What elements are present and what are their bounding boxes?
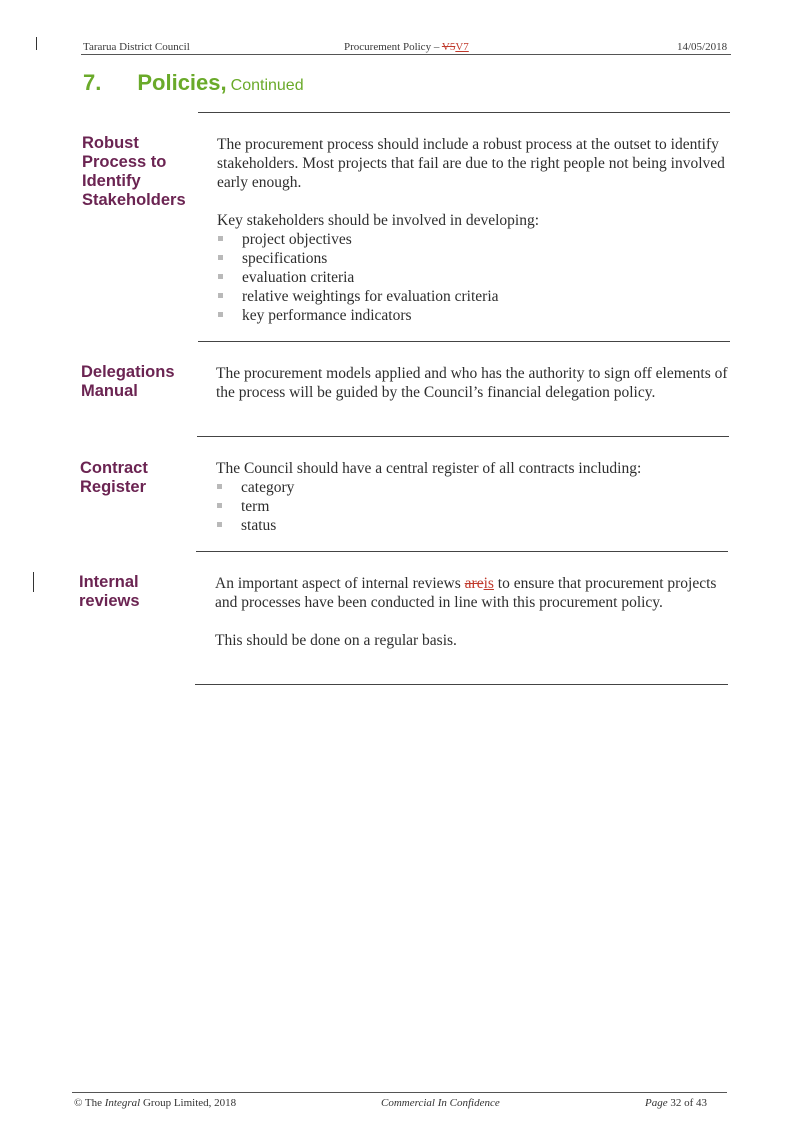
header-doc-title [344, 41, 469, 53]
tracked-insertion: is [483, 575, 494, 592]
body-contract-register [216, 459, 728, 535]
block-rule [195, 684, 728, 685]
contract-bullet-list [216, 478, 728, 535]
paragraph: The procurement process should include a robust process at the outset to identify stakeholders. Most projects that fail are due to the right people not being involved early enough. [217, 136, 725, 191]
list-item: term [216, 497, 728, 516]
paragraph: The Council should have a central register of all contracts including: [216, 460, 642, 477]
list-item: relative weightings for evaluation criteria [217, 287, 729, 306]
header-version-deleted: V5 [441, 41, 456, 53]
paragraph: This should be done on a regular basis. [215, 632, 457, 649]
list-item: specifications [217, 249, 729, 268]
list-item: project objectives [217, 230, 729, 249]
tracked-deletion: are [464, 575, 484, 592]
footer-confidential: Commercial In Confidence [381, 1097, 500, 1109]
section-title: Policies, [137, 70, 227, 95]
header-rule [81, 54, 731, 55]
footer-page-number: Page 32 of 43 [645, 1097, 708, 1109]
block-rule [197, 436, 729, 437]
label-internal-reviews: Internal reviews [79, 573, 140, 610]
header-version-inserted: V7 [455, 41, 469, 53]
list-item: evaluation criteria [217, 268, 729, 287]
header-doc-title-prefix: Procurement Policy – [344, 41, 442, 53]
section-rule [198, 112, 730, 113]
header-org: Tararua District Council [83, 41, 190, 53]
label-robust-process: Robust Process to Identify Stakeholders [82, 134, 186, 209]
paragraph: Key stakeholders should be involved in developing: [217, 212, 539, 229]
body-robust-process [217, 135, 729, 325]
body-internal-reviews [215, 574, 727, 650]
footer-rule [72, 1092, 727, 1093]
block-rule [196, 551, 728, 552]
stakeholder-bullet-list [217, 230, 729, 325]
change-bar-internal-reviews [33, 572, 34, 592]
block-rule [198, 341, 730, 342]
label-contract-register: Contract Register [80, 459, 148, 496]
label-delegations-manual: Delegations Manual [81, 363, 175, 400]
change-bar-header [36, 37, 37, 50]
list-item: category [216, 478, 728, 497]
list-item: status [216, 516, 728, 535]
section-number: 7. [83, 70, 102, 95]
section-continued: Continued [230, 77, 304, 94]
footer-copyright: © The Integral Group Limited, 2018 [74, 1097, 237, 1109]
list-item: key performance indicators [217, 306, 729, 325]
body-delegations-manual [216, 364, 728, 402]
paragraph: The procurement models applied and who has the authority to sign off elements of the process will be guided by the Council’s financial delegation policy. [216, 365, 728, 401]
header-date: 14/05/2018 [677, 41, 728, 53]
section-heading [83, 70, 304, 96]
paragraph: An important aspect of internal reviews areis to ensure that procurement projects and processes have been conducted in line with this procurement policy. [215, 575, 717, 611]
